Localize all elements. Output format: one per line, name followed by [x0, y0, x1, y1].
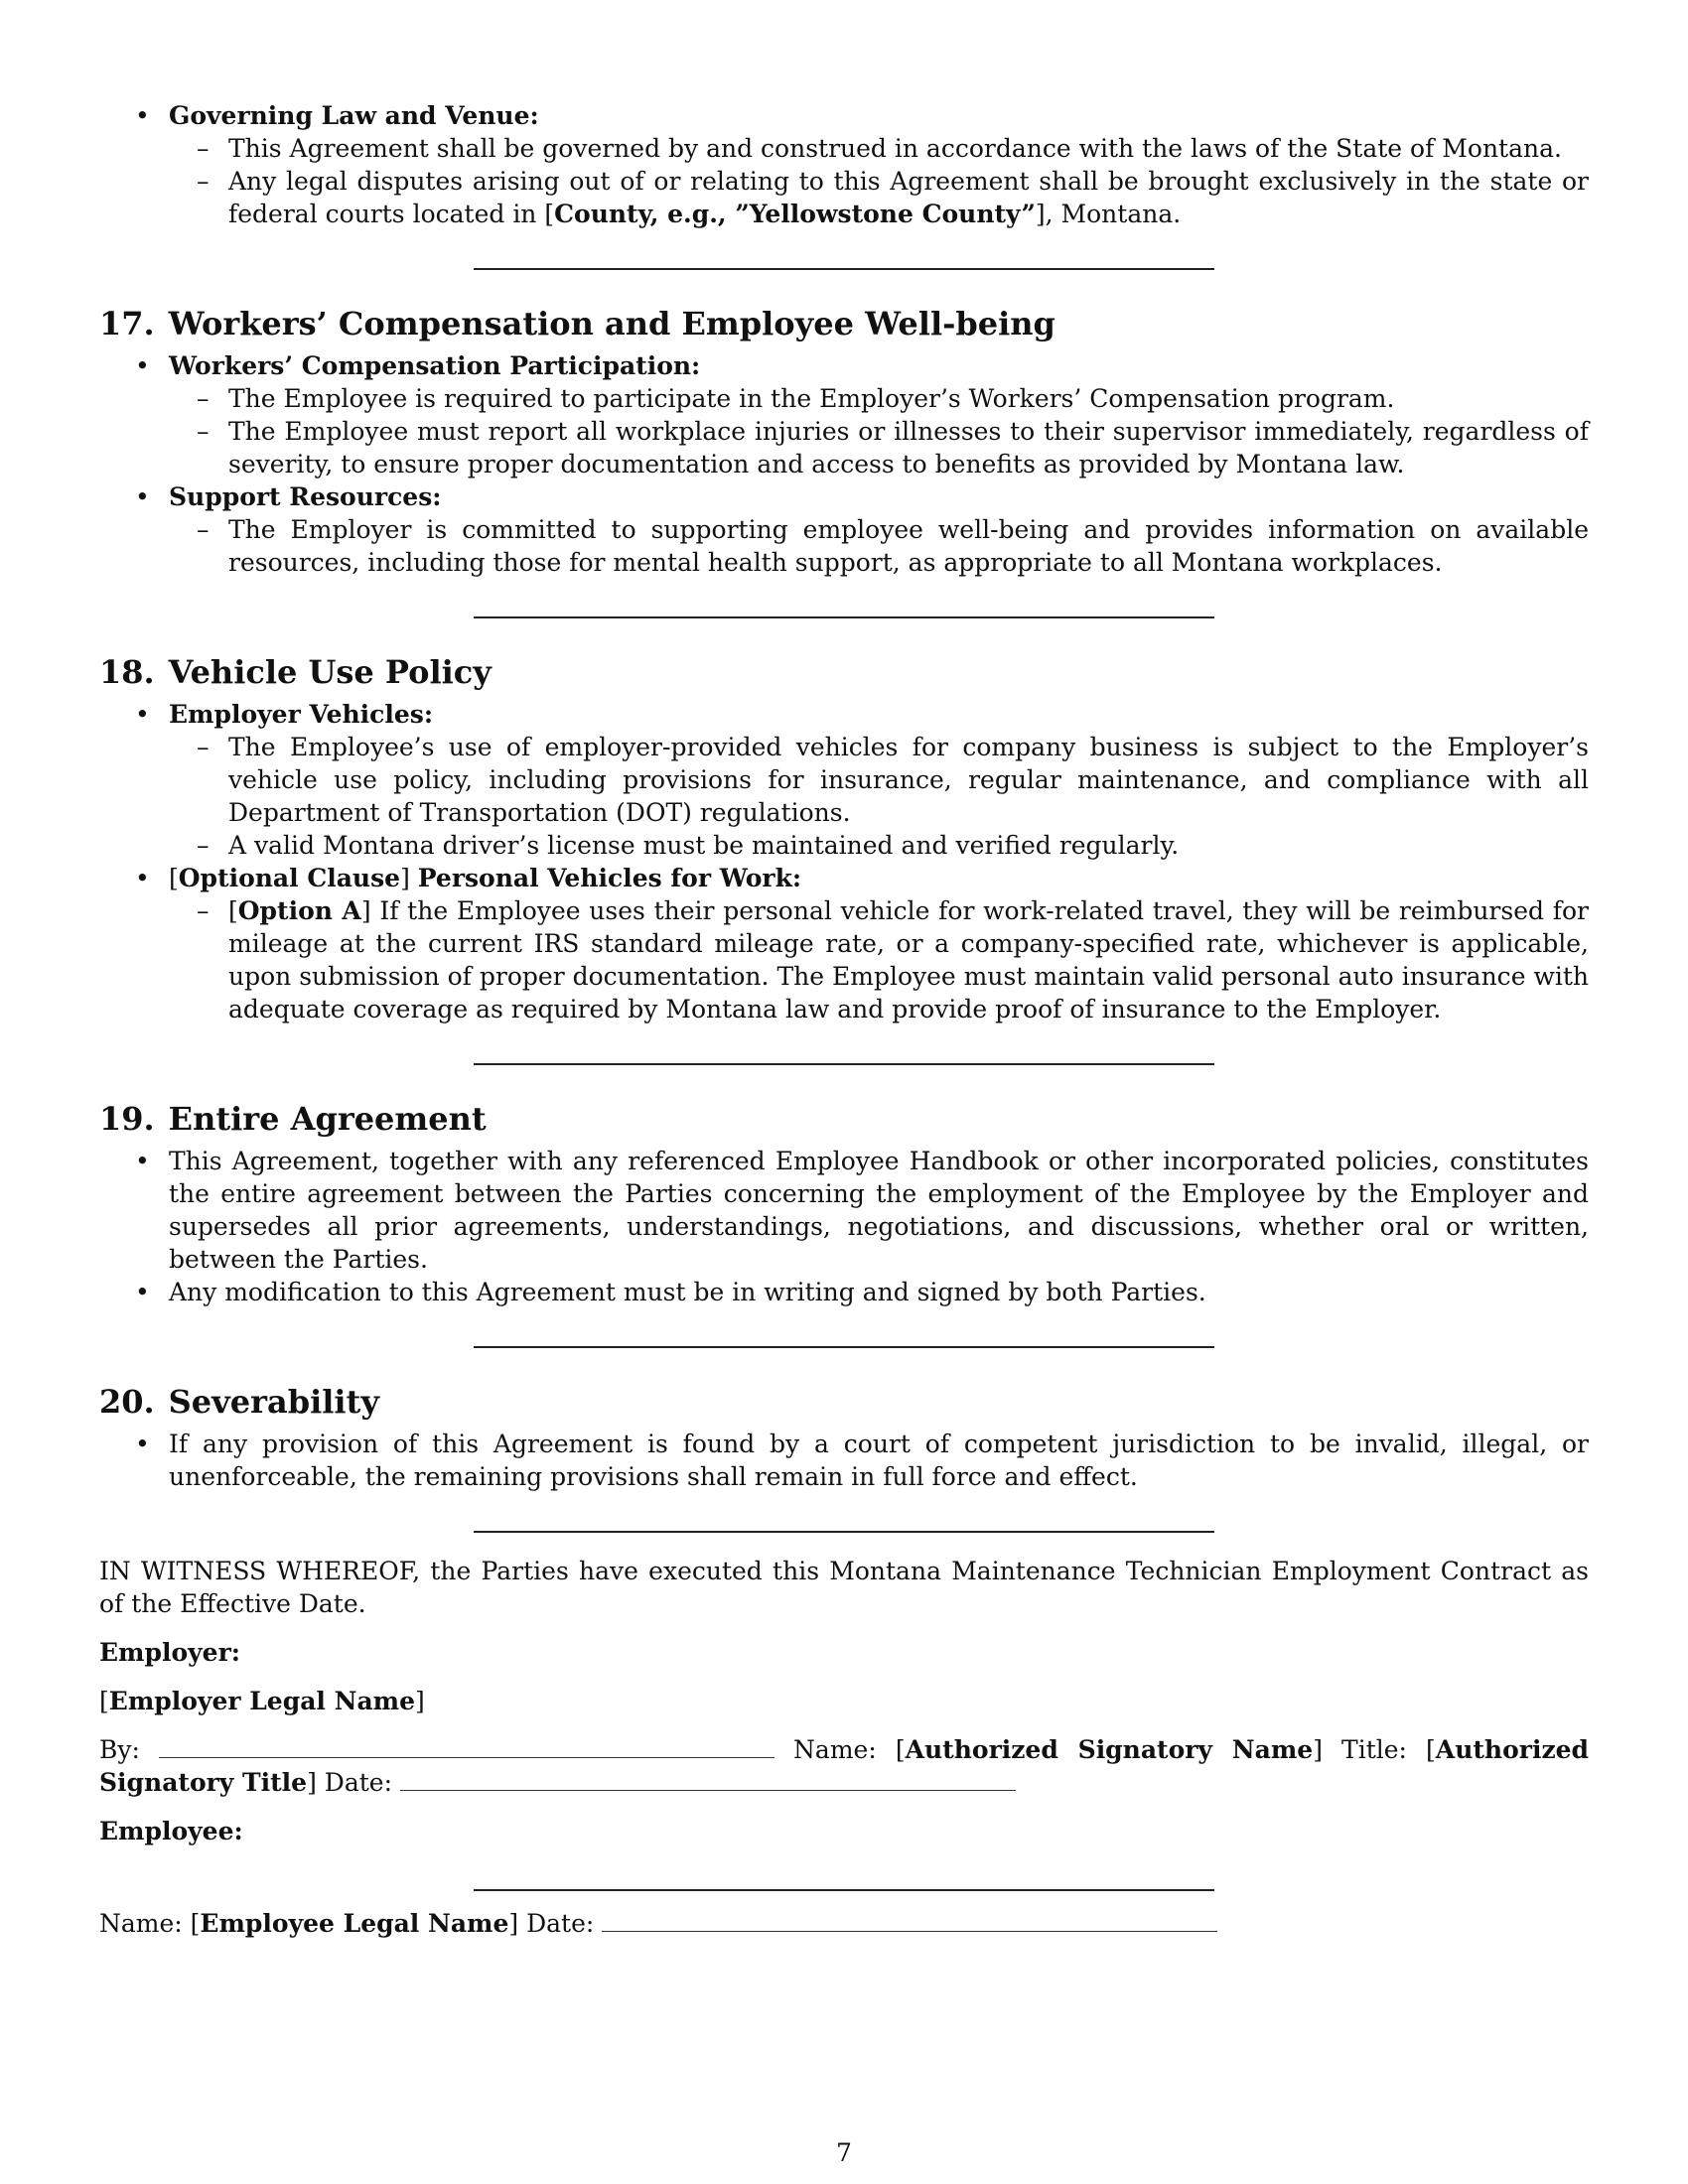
list-text: This Agreement, together with any referenced Employee Handbook or other incorporated policies, constitutes the entire agreement between the Parties concerning the employment of the Employee by the Employer and supersedes all prior agreements, understandings, negotiations, and discussions, whether oral or written, between the Parties.: [169, 1147, 1589, 1274]
name-label: Name:: [793, 1735, 877, 1764]
list-text: The Employee is required to participate in the Employer’s Workers’ Compensation program.: [228, 384, 1395, 413]
section-divider: [474, 1346, 1214, 1348]
governing-law-list: [99, 99, 1589, 230]
date-line[interactable]: [400, 1768, 1016, 1791]
bullet-title: Workers’ Compensation Participation:: [169, 351, 701, 380]
list-item: [99, 415, 1589, 480]
section-number: 18.: [99, 653, 155, 691]
section-number: 17.: [99, 305, 155, 342]
list-item: [99, 99, 1589, 230]
sub-list: [99, 731, 1589, 862]
section-divider: [474, 268, 1214, 270]
workers-comp-list: [99, 349, 1589, 579]
list-text: ], Montana.: [1035, 200, 1182, 228]
section-title: Entire Agreement: [168, 1100, 487, 1138]
option-tag: Option A: [237, 896, 361, 925]
list-text: The Employer is committed to supporting employee well-being and provides information on available resources, including those for mental health support, as appropriate to all Montana workplaces.: [228, 515, 1589, 577]
list-item: [99, 513, 1589, 579]
list-item: – [Option A] If the Employee uses their personal vehicle for work-related travel, they will be reimbursed for mileage at the current IRS standard mileage rate, or a company-specified rate, whichever is applicable, upon submission of proper documentation. The Employee must maintain valid personal auto insurance with adequate coverage as required by Montana law and provide proof of insurance to the Employer.: [99, 894, 1589, 1025]
section-number: 19.: [99, 1100, 155, 1138]
employee-signature-line[interactable]: [474, 1889, 1214, 1891]
list-item: [99, 382, 1589, 415]
vehicle-policy-list: [99, 698, 1589, 1025]
title-label: Title:: [1341, 1735, 1407, 1764]
employee-label-text: Employee:: [99, 1817, 243, 1845]
by-label: By:: [99, 1735, 140, 1764]
bullet-title: Personal Vehicles for Work:: [417, 864, 802, 892]
list-text: Any modification to this Agreement must be in writing and signed by both Parties.: [169, 1278, 1206, 1306]
section-title: Severability: [168, 1383, 379, 1421]
sub-list: [99, 513, 1589, 579]
section-heading-19: [99, 1099, 1589, 1139]
sub-list: [99, 382, 1589, 480]
list-text: The Employee’s use of employer-provided vehicles for company business is subject to the Employer’s vehicle use policy, including provisions for insurance, regular maintenance, and compliance with all Department of Transportation (DOT) regulations.: [228, 733, 1589, 827]
bullet-title: Employer Vehicles:: [169, 700, 434, 729]
severability-list: [99, 1428, 1589, 1493]
list-text: If the Employee uses their personal vehicle for work-related travel, they will be reimbursed for mileage at the current IRS standard mileage rate, or a company-specified rate, whichever is applicable, upon submission of proper documentation. The Employee must maintain valid personal auto insurance with adequate coverage as required by Montana law and provide proof of insurance to the Employer.: [228, 896, 1589, 1024]
signature-line[interactable]: [159, 1735, 774, 1758]
section-divider: [474, 616, 1214, 618]
date-label: Date:: [324, 1768, 393, 1797]
list-item: [99, 698, 1589, 862]
sub-list: [99, 132, 1589, 230]
employer-name-line: [Employer Legal Name]: [99, 1687, 425, 1715]
employee-name: Employee Legal Name: [200, 1908, 509, 1938]
employer-signature-block: By: Name: [Authorized Signatory Name] Title: [Authorized Signatory Title] Date:: [99, 1735, 1590, 1797]
employer-label: [99, 1636, 1589, 1669]
list-item: [99, 1145, 1589, 1276]
list-item: • [Optional Clause] Personal Vehicles for Work: – [Option A] If the Employee uses their personal vehicle for work-related travel, they will be reimbursed for mileage at the current IRS standard mileage rate, or a company-specified rate, whichever is applicable, upon submission of proper documentation. The Employee must maintain valid personal auto insurance with adequate coverage as required by Montana law and provide proof of insurance to the Employer.: [99, 862, 1589, 1025]
date-line[interactable]: [602, 1909, 1217, 1932]
entire-agreement-list: [99, 1145, 1589, 1308]
sub-list: [99, 894, 1589, 1025]
list-item: [99, 829, 1589, 862]
signatory-name: Authorized Signatory Name: [905, 1735, 1314, 1764]
section-divider: [474, 1531, 1214, 1533]
section-heading-18: [99, 652, 1589, 692]
signatory-title: Authorized Signatory Title: [99, 1735, 1590, 1797]
list-item: [99, 480, 1589, 579]
name-label: Name:: [99, 1908, 183, 1938]
employee-signature-block: Name: [Employee Legal Name] Date:: [99, 1907, 1589, 1940]
list-text: If any provision of this Agreement is found by a court of competent jurisdiction to be invalid, illegal, or unenforceable, the remaining provisions shall remain in full force and effect.: [169, 1430, 1589, 1491]
section-number: 20.: [99, 1383, 155, 1421]
witness-statement: IN WITNESS WHEREOF, the Parties have executed this Montana Maintenance Technician Employment Contract as of the Effective Date.: [99, 1557, 1589, 1618]
section-divider: [474, 1063, 1214, 1065]
list-item: [99, 165, 1589, 230]
bullet-title: Governing Law and Venue:: [169, 101, 539, 130]
list-text: This Agreement shall be governed by and construed in accordance with the laws of the State of Montana.: [228, 134, 1562, 163]
bullet-title: Support Resources:: [169, 482, 442, 511]
list-item: [99, 731, 1589, 829]
list-item: [99, 1428, 1589, 1493]
list-text: Any legal disputes arising out of or relating to this Agreement shall be brought exclusively in the state or federal courts located in [: [228, 167, 1589, 228]
section-title: Vehicle Use Policy: [168, 653, 492, 691]
placeholder-county: County, e.g., ”Yellowstone County”: [554, 200, 1036, 228]
date-label: Date:: [526, 1908, 595, 1938]
employer-label-text: Employer:: [99, 1638, 240, 1667]
document-page: [99, 99, 1589, 1940]
optional-clause-tag: Optional Clause: [178, 864, 401, 892]
list-item: [99, 1276, 1589, 1308]
list-item: [99, 349, 1589, 480]
section-title: Workers’ Compensation and Employee Well-being: [168, 305, 1055, 342]
list-item: [99, 132, 1589, 165]
list-text: The Employee must report all workplace injuries or illnesses to their supervisor immediately, regardless of severity, to ensure proper documentation and access to benefits as provided by Montana law.: [228, 417, 1589, 478]
section-heading-17: [99, 304, 1589, 343]
employer-name: Employer Legal Name: [108, 1687, 416, 1715]
list-text: A valid Montana driver’s license must be maintained and verified regularly.: [228, 831, 1180, 860]
page-number: 7: [836, 2138, 852, 2167]
employee-label: [99, 1815, 1589, 1847]
section-heading-20: [99, 1382, 1589, 1422]
